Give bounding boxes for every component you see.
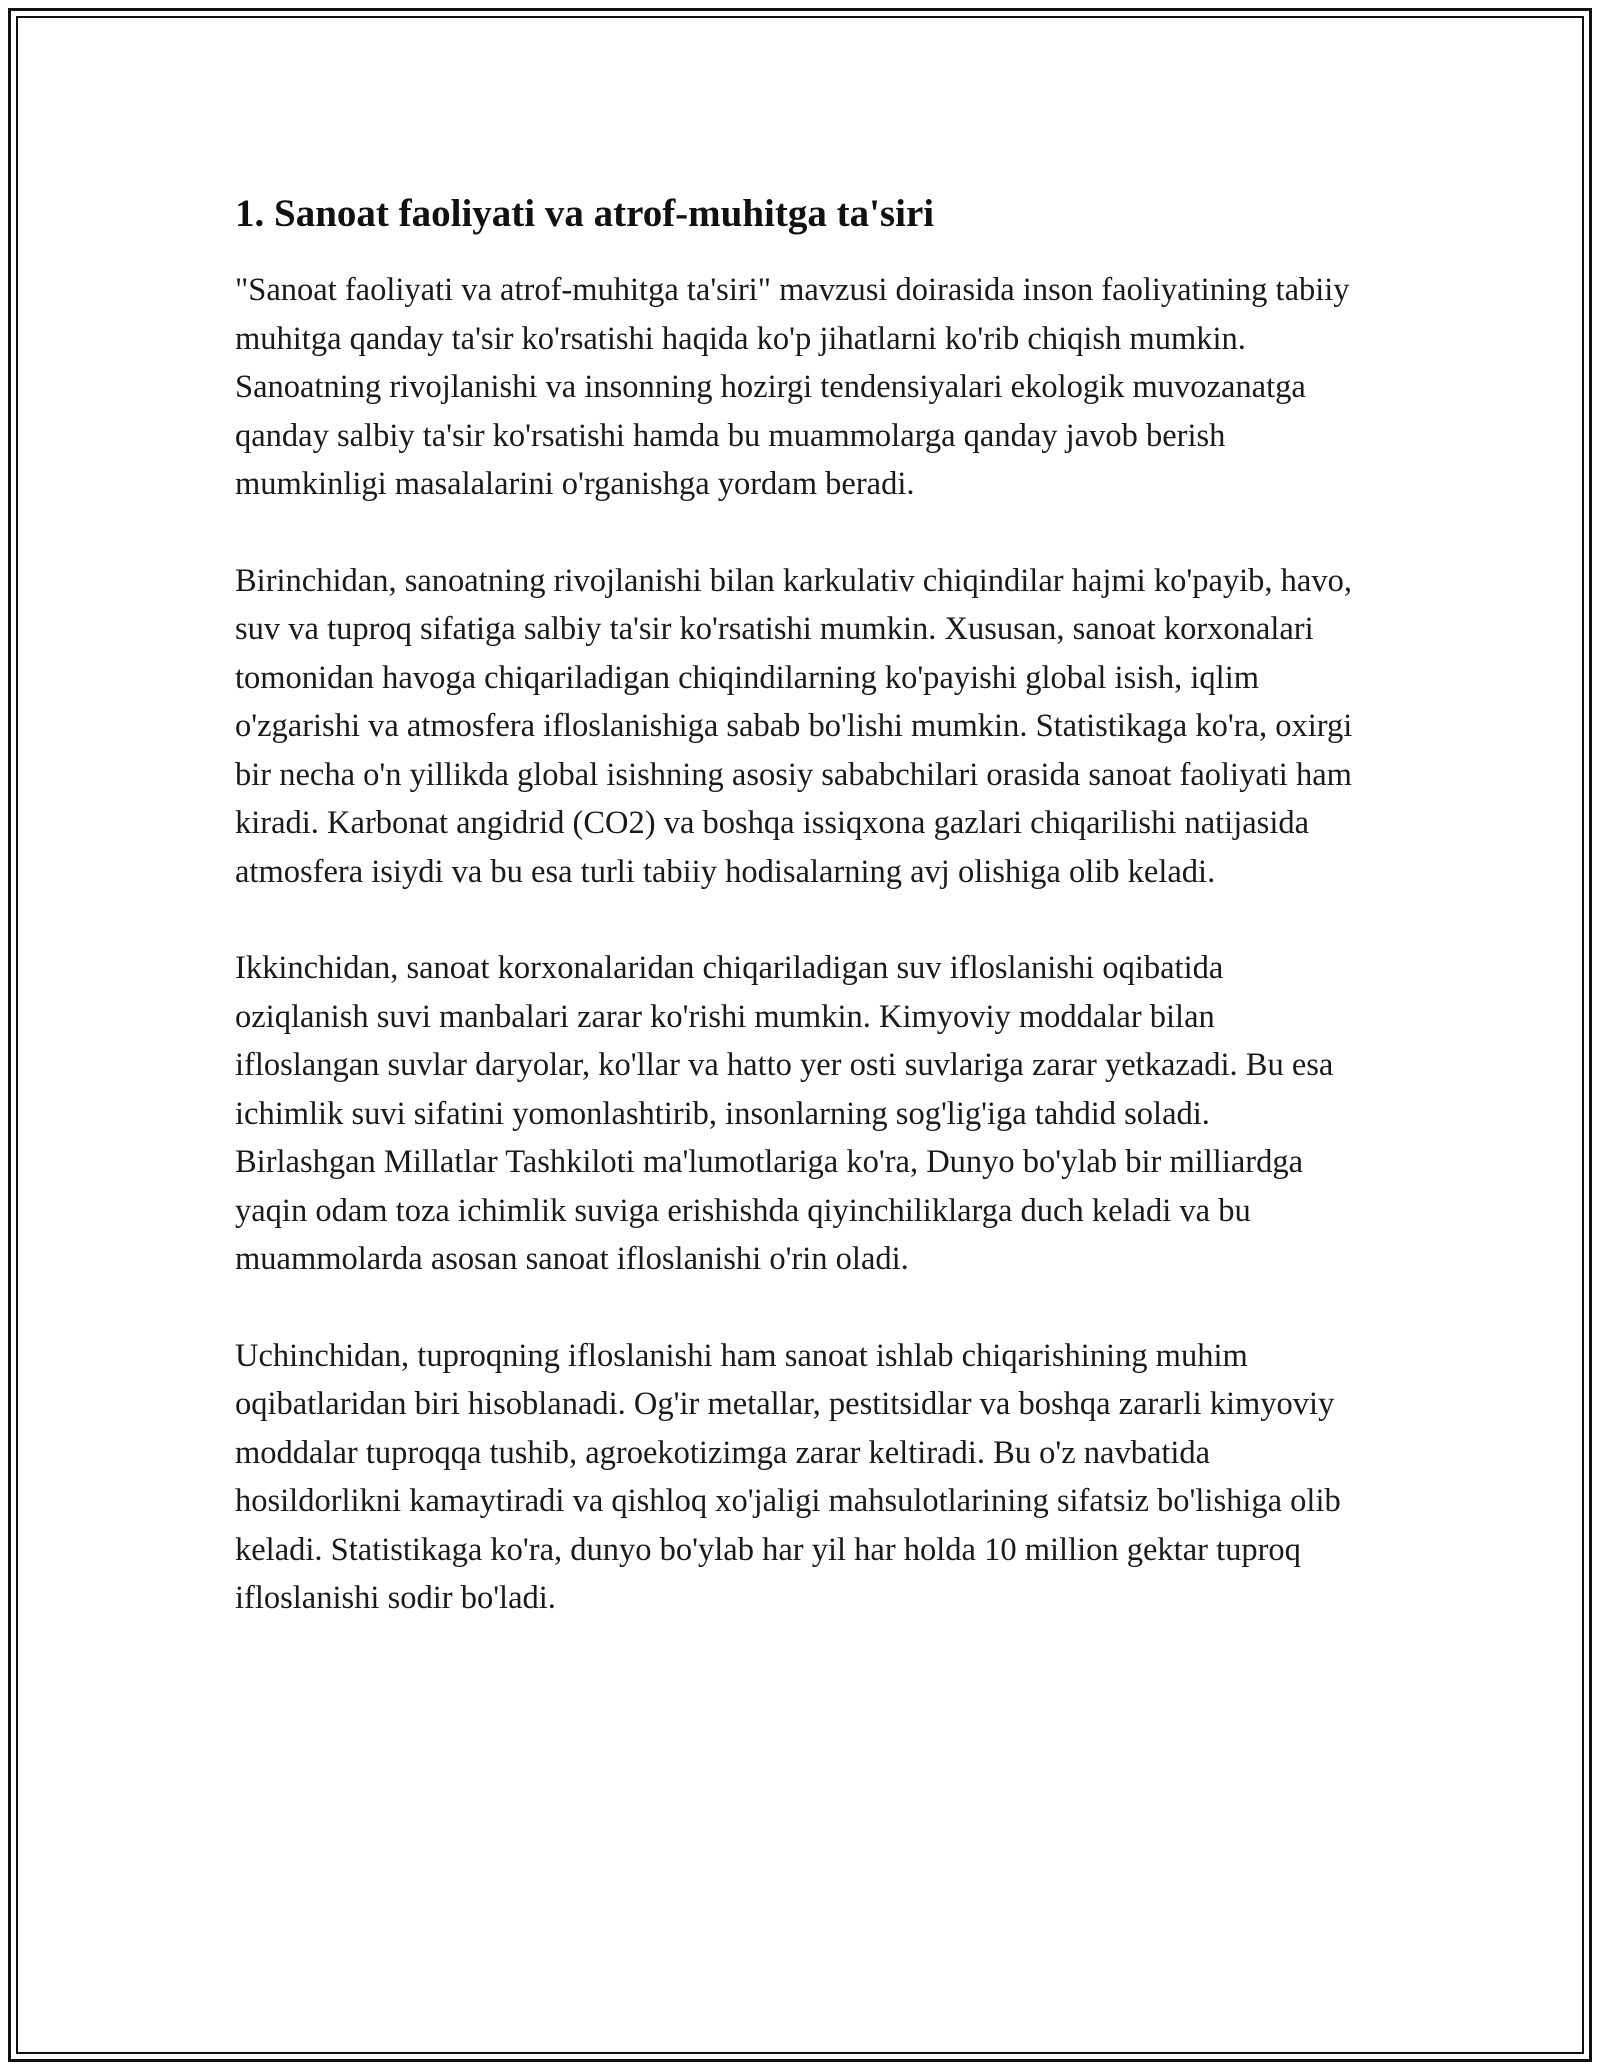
document-body xyxy=(235,186,1355,1671)
paragraph-water-pollution: Ikkinchidan, sanoat korxonalaridan chiqariladigan suv ifloslanishi oqibatida oziqlanish suvi manbalari zarar ko'rishi mumkin. Kimyoviy moddalar bilan ifloslangan suvlar daryolar, ko'llar va hatto yer osti suvlariga zarar yetkazadi. Bu esa ichimlik suvi sifatini yomonlashtirib, insonlarning sog'lig'iga tahdid soladi. Birlashgan Millatlar Tashkiloti ma'lumotlariga ko'ra, Dunyo bo'ylab bir milliardga yaqin odam toza ichimlik suviga erishishda qiyinchiliklarga duch keladi va bu muammolarda asosan sanoat ifloslanishi o'rin oladi. xyxy=(235,950,1334,1277)
paragraph-air-pollution: Birinchidan, sanoatning rivojlanishi bilan karkulativ chiqindilar hajmi ko'payib, havo, suv va tuproq sifatiga salbiy ta'sir ko'rsatishi mumkin. Xususan, sanoat korxonalari tomonidan havoga chiqariladigan chiqindilarning ko'payishi global isish, iqlim o'zgarishi va atmosfera ifloslanishiga sabab bo'lishi mumkin. Statistikaga ko'ra, oxirgi bir necha o'n yillikda global isishning asosiy sababchilari orasida sanoat faoliyati ham kiradi. Karbonat angidrid (CO2) va boshqa issiqxona gazlari chiqarilishi natijasida atmosfera isiydi va bu esa turli tabiiy hodisalarning avj olishiga olib keladi. xyxy=(235,562,1353,890)
paragraph-soil-pollution: Uchinchidan, tuproqning ifloslanishi ham sanoat ishlab chiqarishining muhim oqibatlaridan biri hisoblanadi. Og'ir metallar, pestitsidlar va boshqa zararli kimyoviy moddalar tuproqqa tushib, agroekotizimga zarar keltiradi. Bu o'z navbatida hosildorlikni kamaytiradi va qishloq xo'jaligi mahsulotlarining sifatsiz bo'lishiga olib keladi. Statistikaga ko'ra, dunyo bo'ylab har yil har holda 10 million gektar tuproq ifloslanishi sodir bo'ladi. xyxy=(235,1337,1341,1616)
section-heading: 1. Sanoat faoliyati va atrof-muhitga ta'siri xyxy=(235,192,935,235)
paragraph-intro: "Sanoat faoliyati va atrof-muhitga ta'siri" mavzusi doirasida inson faoliyatining tabiiy muhitga qanday ta'sir ko'rsatishi haqida ko'p jihatlarni ko'rib chiqish mumkin. Sanoatning rivojlanishi va insonning hozirgi tendensiyalari ekologik muvozanatga qanday salbiy ta'sir ko'rsatishi hamda bu muammolarga qanday javob berish mumkinligi masalalarini o'rganishga yordam beradi. xyxy=(235,272,1350,502)
